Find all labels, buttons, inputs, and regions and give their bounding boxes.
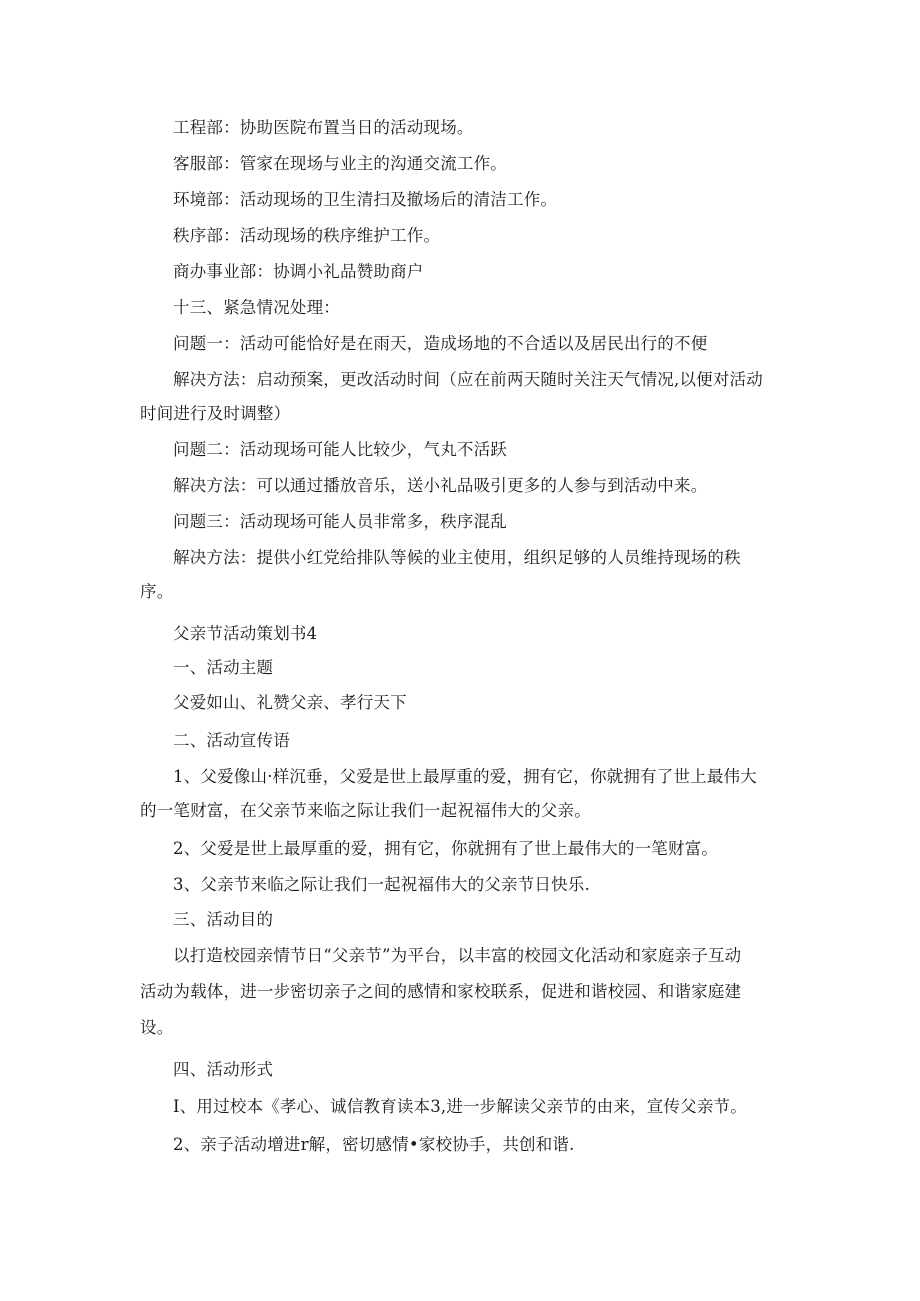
text-line-business: 商办事业部：协调小礼品赞助商户 (173, 262, 424, 281)
text-line-purpose: 以打造校园亲情节日“父亲节”为平台，以丰富的校园文化活动和家庭亲子互动 (173, 946, 742, 965)
section-heading-form: 四、活动形式 (173, 1060, 274, 1079)
text-line-problem-2: 问题二：活动现场可能人比较少，气丸不活跃 (173, 440, 507, 459)
text-line-form-2: 2、亲子活动增进r解，密切感情•家校协手，共创和谐. (173, 1135, 575, 1154)
text-line-engineering: 工程部：协助医院布置当日的活动现场。 (173, 118, 474, 137)
section-heading-purpose: 三、活动目的 (173, 910, 274, 929)
text-line-solution-1-cont: 时间进行及时调整） (140, 404, 291, 423)
text-line-order: 秩序部：活动现场的秩序维护工作。 (173, 226, 441, 245)
text-line-slogan-3: 3、父亲节来临之际让我们一起祝福伟大的父亲节日快乐. (173, 875, 590, 894)
text-line-purpose-cont-1: 活动为载体，进一步密切亲子之间的感情和家校联系，促进和谐校园、和谐家庭建 (140, 982, 742, 1001)
text-line-slogan-1-cont: 的一笔财富，在父亲节来临之际让我们一起祝福伟大的父亲。 (140, 801, 591, 820)
section-heading-emergency: 十三、紧急情况处理： (173, 298, 340, 317)
document-title: 父亲节活动策划书4 (173, 624, 318, 643)
text-line-solution-2: 解决方法：可以通过播放音乐，送小礼品吸引更多的人参与到活动中来。 (173, 476, 708, 495)
text-line-solution-3: 解决方法：提供小红党给排队等候的业主使用，组织足够的人员维持现场的秩 (173, 548, 741, 567)
text-line-theme: 父爱如山、礼赞父亲、孝行天下 (173, 693, 407, 712)
text-line-slogan-2: 2、父爱是世上最厚重的爱，拥有它，你就拥有了世上最伟大的一笔财富。 (173, 839, 719, 858)
text-line-purpose-cont-2: 设。 (140, 1018, 174, 1037)
text-line-solution-3-cont: 序。 (140, 582, 174, 601)
text-line-customer-service: 客服部：管家在现场与业主的沟通交流工作。 (173, 154, 507, 173)
section-heading-slogan: 二、活动宣传语 (173, 731, 290, 750)
text-line-problem-3: 问题三：活动现场可能人员非常多，秩序混乱 (173, 512, 507, 531)
text-line-problem-1: 问题一：活动可能恰好是在雨天，造成场地的不合适以及居民出行的不便 (173, 334, 708, 353)
section-heading-theme: 一、活动主题 (173, 658, 274, 677)
text-line-environment: 环境部：活动现场的卫生清扫及撤场后的清洁工作。 (173, 190, 558, 209)
text-line-slogan-1: 1、父爱像山·样沉垂，父爱是世上最厚重的爱，拥有它，你就拥有了世上最伟大 (173, 767, 757, 786)
text-line-solution-1: 解决方法：启动预案，更改活动时间（应在前两天随时关注天气情况,以便对活动 (173, 370, 763, 389)
text-line-form-1: I、用过校本《孝心、诚信教育读本3,进一步解读父亲节的由来，宣传父亲节。 (173, 1097, 747, 1116)
